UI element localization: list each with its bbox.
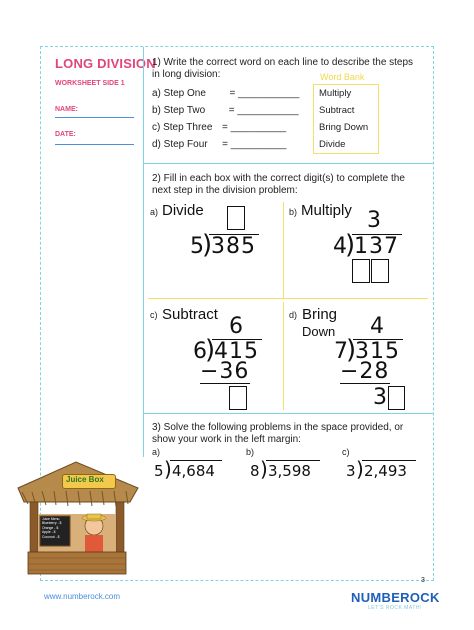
step-blank[interactable]: __________ [230, 139, 287, 150]
divisor: 3 [346, 462, 356, 480]
problem-letter: c) [150, 310, 158, 320]
step-label: b) Step Two [152, 105, 206, 116]
juice-menu [42, 517, 61, 539]
footer-url[interactable]: www.numberock.com [44, 592, 121, 601]
word-bank-item: Divide [319, 139, 346, 150]
division-bracket: ) [346, 335, 357, 365]
menu-line: Blueberry - $ [42, 521, 62, 526]
product: −28 [340, 359, 390, 384]
worksheet-side-label: WORKSHEET SIDE 1 [55, 80, 125, 87]
subtraction-line [340, 383, 390, 384]
answer-box[interactable] [227, 206, 245, 230]
step-row-4 [152, 139, 286, 150]
q3-prompt-line2: show your work in the left margin: [152, 434, 301, 445]
division-bar [170, 460, 222, 461]
step-label: a) Step One [152, 88, 206, 99]
step-word-line1: Bring [302, 306, 338, 323]
name-label: NAME: [55, 106, 78, 113]
date-label: DATE: [55, 131, 76, 138]
q1-prompt-line1: 1) Write the correct word on each line to describe the steps [152, 57, 414, 68]
step-word-line2: Down [302, 324, 336, 339]
divisor: 5 [190, 234, 205, 259]
quotient: 3 [367, 208, 382, 233]
menu-line: Juice Menu [42, 517, 60, 521]
date-field[interactable] [55, 144, 134, 145]
problem-letter: c) [342, 447, 350, 457]
division-bracket: ) [260, 457, 268, 481]
divisor: 5 [154, 462, 164, 480]
section-divider [143, 413, 433, 414]
menu-line: Apple - $ [42, 530, 56, 535]
problem-letter: d) [289, 310, 298, 320]
grid-divider [283, 302, 284, 410]
step-blank[interactable]: __________ [230, 122, 287, 133]
menu-line: Orange - $ [42, 525, 59, 530]
answer-box[interactable] [388, 386, 405, 410]
division-bar [266, 460, 320, 461]
step-word: Divide [162, 202, 204, 219]
answer-box[interactable] [371, 259, 389, 283]
step-equals: = [228, 105, 235, 116]
word-bank-item: Bring Down [319, 122, 369, 133]
step-word: Subtract [162, 306, 218, 323]
step-blank[interactable]: ___________ [237, 105, 299, 116]
word-bank-item: Multiply [319, 88, 352, 99]
step-row-3 [152, 122, 286, 133]
step-equals: = [221, 122, 228, 133]
step-row-1 [152, 88, 299, 99]
dividend: 3,598 [268, 462, 311, 480]
division-bracket: ) [356, 457, 364, 481]
hut-sign-text: Juice Box [66, 475, 104, 484]
q2-prompt-line1: 2) Fill in each box with the correct digit(s) to complete the [152, 173, 405, 184]
grid-divider [148, 298, 428, 299]
step-blank[interactable]: ___________ [238, 88, 300, 99]
q1-prompt-line2: in long division: [152, 69, 221, 80]
step-label: d) Step Four [152, 139, 208, 150]
division-bracket: ) [345, 230, 356, 260]
quotient: 6 [229, 314, 244, 339]
dividend: 137 [354, 234, 399, 259]
q3-prompt-line1: 3) Solve the following problems in the space provided, or [152, 422, 404, 433]
dividend: 4,684 [172, 462, 215, 480]
partial-remainder: 3 [373, 385, 388, 410]
step-row-2 [152, 105, 299, 116]
page-number: 3 [421, 577, 425, 584]
grid-divider [283, 202, 284, 298]
dividend: 315 [355, 339, 400, 364]
brand-tagline: LET'S ROCK MATH! [368, 605, 422, 611]
division-bar [362, 460, 416, 461]
divisor: 6 [193, 339, 208, 364]
quotient: 4 [370, 314, 385, 339]
division-bracket: ) [205, 335, 216, 365]
dividend: 385 [211, 234, 256, 259]
word-bank-item: Subtract [319, 105, 355, 116]
division-bracket: ) [202, 230, 213, 260]
product: −36 [200, 359, 250, 384]
divisor: 8 [250, 462, 260, 480]
division-bracket: ) [164, 457, 172, 481]
page-title: LONG DIVISION [55, 56, 156, 71]
problem-letter: b) [246, 447, 255, 457]
step-equals: = [229, 88, 236, 99]
problem-letter: a) [150, 207, 159, 217]
brand-logo: NUMBEROCK [351, 590, 440, 605]
word-bank-title: Word Bank [320, 72, 365, 82]
problem-letter: b) [289, 207, 298, 217]
dividend: 2,493 [364, 462, 407, 480]
answer-box[interactable] [229, 386, 247, 410]
menu-line: Coconut - $ [42, 534, 60, 539]
q2-prompt-line2: next step in the division problem: [152, 185, 298, 196]
step-word: Multiply [301, 202, 352, 219]
problem-letter: a) [152, 447, 161, 457]
name-field[interactable] [55, 117, 134, 118]
column-divider [143, 47, 144, 457]
step-label: c) Step Three [152, 122, 213, 133]
section-divider [143, 163, 433, 164]
answer-box[interactable] [352, 259, 370, 283]
dividend: 415 [214, 339, 259, 364]
subtraction-line [200, 383, 250, 384]
divisor: 4 [333, 234, 348, 259]
divisor: 7 [334, 339, 349, 364]
step-equals: = [222, 139, 228, 150]
